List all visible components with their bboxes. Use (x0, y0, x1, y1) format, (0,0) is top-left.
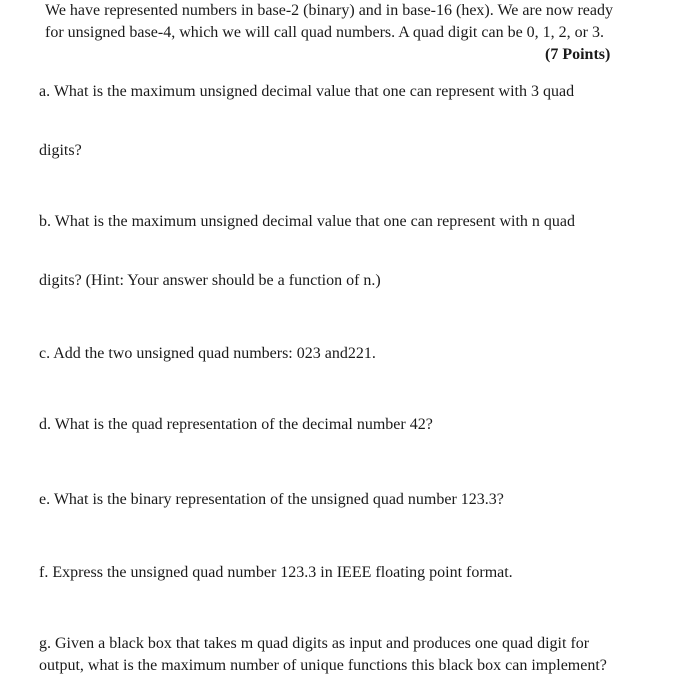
intro-line-2: for unsigned base-4, which we will call quad numbers. A quad digit can be 0, 1, 2, or 3. (45, 24, 604, 41)
question-g-line-1: g. Given a black box that takes m quad digits as input and produces one quad digit for (39, 635, 590, 652)
question-c: c. Add the two unsigned quad numbers: 023 and221. (39, 345, 376, 362)
question-a-line-2: digits? (39, 142, 82, 159)
question-d: d. What is the quad representation of the decimal number 42? (39, 416, 433, 433)
points-label: (7 Points) (545, 46, 611, 63)
question-g-line-2: output, what is the maximum number of unique functions this black box can implement? (39, 657, 607, 674)
question-e: e. What is the binary representation of the unsigned quad number 123.3? (39, 491, 504, 508)
intro-line-1: We have represented numbers in base-2 (binary) and in base-16 (hex). We are now ready (45, 2, 614, 19)
question-f: f. Express the unsigned quad number 123.3 in IEEE floating point format. (39, 564, 513, 581)
question-b-line-2: digits? (Hint: Your answer should be a function of n.) (39, 272, 381, 289)
question-a-line-1: a. What is the maximum unsigned decimal value that one can represent with 3 quad (39, 83, 575, 100)
question-b-line-1: b. What is the maximum unsigned decimal value that one can represent with n quad (39, 213, 575, 230)
